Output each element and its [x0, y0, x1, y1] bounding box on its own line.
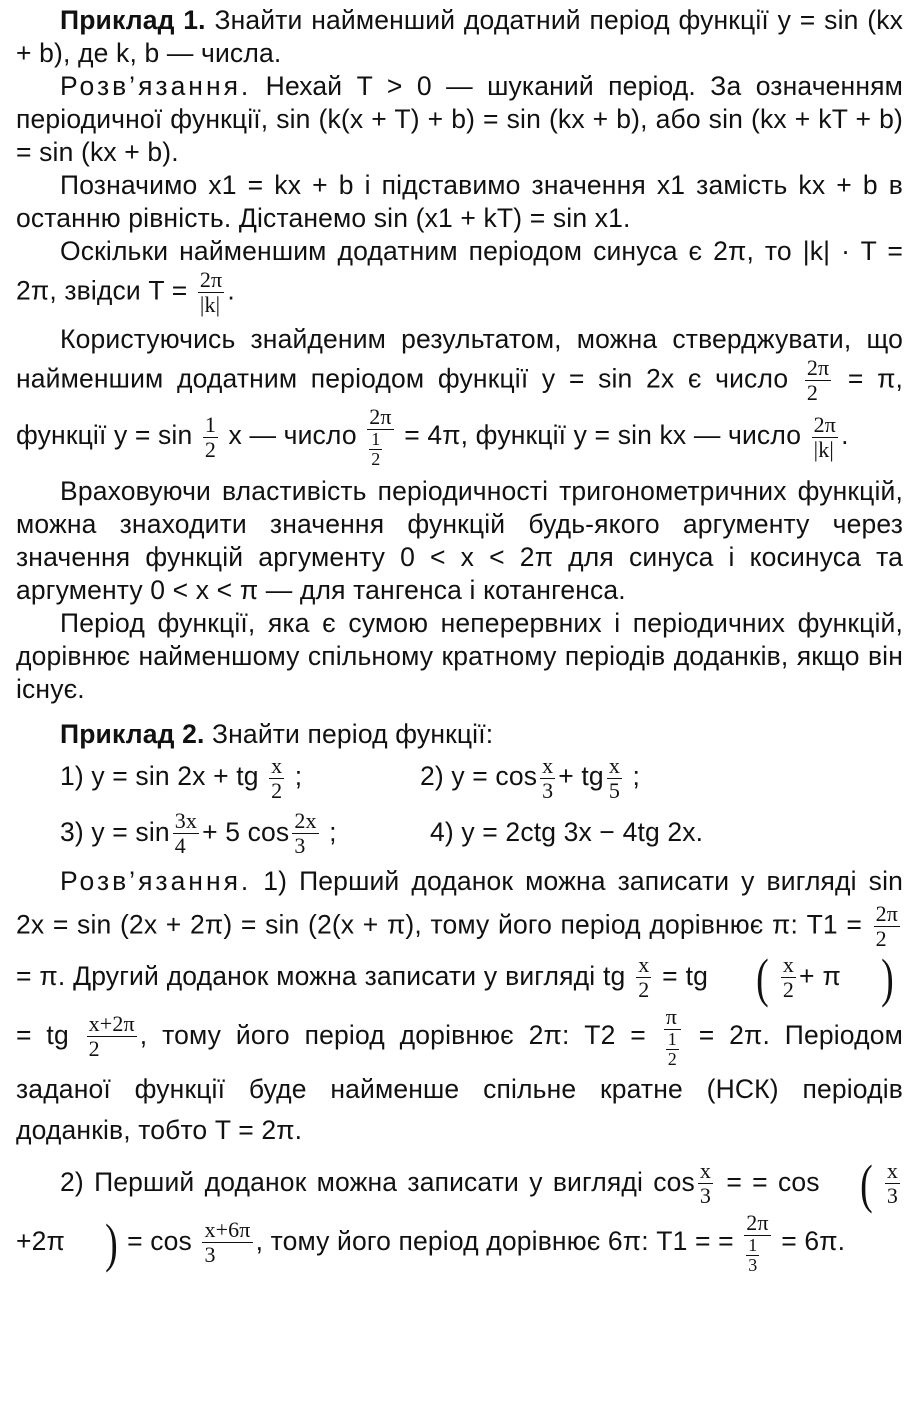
example1-sum-period: Період функції, яка є сумою неперервних і періодичних функцій, дорівнює найменшому спільному кратному періодів доданків, якщо він існує. — [16, 608, 903, 704]
example1-title: Приклад 1. — [60, 5, 206, 35]
list-item: 2) y = cos $\frac{x}{3}$ + tg $\frac{x}{5}$ ; — [420, 752, 641, 803]
list-item: 3) y = sin $\frac{3x}{4}$ + 5 cos $\frac{2x}{3}$ ; — [60, 808, 337, 858]
fraction: $\frac{x}{2}$ — [638, 952, 650, 1002]
list-item: 1) y = sin 2x + tg $\frac{x}{2}$ ; — [60, 752, 303, 803]
example1-task: Приклад 1. Знайти найменший додатний період функції y = sin (kx + b), де k, b — числа. — [16, 5, 904, 68]
fraction: $\frac{2\pi}{2}$ — [806, 355, 830, 405]
example2-items-1-2 — [16, 751, 903, 803]
compound-fraction: $\frac{\pi}{\frac{1}{2}}$ — [664, 1005, 681, 1069]
fraction: $\frac{x}{3}$ — [886, 1158, 898, 1208]
example1-substitution: Позначимо x1 = kx + b і підставимо значення x1 замість kx + b в останню рівність. Дістанемо sin (x1 + kT) = sin x1. — [16, 170, 903, 233]
example1-consequences: Користуючись знайденим результатом, можна стверджувати, що найменшим додатним періодом функції y = sin 2x є число $\frac{2\pi}{2}$ = π, функції y = sin $\frac{1}{2}$ x — число $\frac{2\pi}{\frac{1}{2}}$ = 4π, функції y = sin kx — число $\frac{2\pi}{|k|}$ . — [16, 324, 904, 469]
example1-solution: Розв’язання. Нехай T > 0 — шуканий період. За означенням періодичної функції, sin (k(x + T) + b) = sin (kx + b), або sin (kx + kT + b) = sin (kx + b). — [16, 71, 903, 167]
fraction: $\frac{x}{3}$ — [699, 1158, 712, 1208]
example2-solution-1: Розв’язання. 1) Перший доданок можна записати у вигляді sin 2x = sin (2x + 2π) = sin (2(x + π), тому його період дорівнює π: T1 = $\frac{2\pi}{2}$ = π. Другий доданок можна записати у вигляді tg $\frac{x}{2}$ = tg ( $\frac{x}{2}$ + π ) = tg $\frac{x+2\pi}{2}$ , тому його період дорівнює 2π: T2 = $\frac{\pi}{\frac{1}{2}}$ = 2π. Періодом заданої функції буде найменше спільне кратне (НСК) періодів доданків, тобто T = 2π. — [16, 865, 903, 1145]
fraction: $\frac{2\pi}{|k|}$ — [199, 267, 223, 317]
fraction: $\frac{1}{2}$ — [204, 411, 217, 462]
example2-solution-2: 2) Перший доданок можна записати у вигляді cos $\frac{x}{3}$ = = cos ( $\frac{x}{3}$ +2π ) = cos $\frac{x+6\pi}{3}$ , тому його період дорівнює 6π: T1 = = $\frac{2\pi}{\frac{1}{3}}$ = 6π. — [16, 1153, 898, 1275]
compound-fraction: $\frac{2\pi}{\frac{1}{3}}$ — [746, 1209, 769, 1275]
fraction: $\frac{x}{2}$ — [782, 952, 795, 1002]
solution-label: Розв’язання. — [60, 865, 252, 896]
example2-items-3-4 — [16, 803, 903, 861]
compound-fraction: $\frac{2\pi}{\frac{1}{2}}$ — [369, 404, 392, 469]
fraction: $\frac{2\pi}{|k|}$ — [813, 411, 837, 462]
solution-label: Розв’язання. — [60, 71, 252, 101]
example1-period-result: Оскільки найменшим додатним періодом синуса є 2π, то |k| · T = 2π, звідси T = $\frac{2\pi}{|k|}$ . — [16, 236, 903, 317]
fraction: $\frac{2\pi}{2}$ — [875, 900, 898, 951]
example2-title: Приклад 2. — [60, 719, 205, 749]
example2-task: Приклад 2. Знайти період функції: — [60, 719, 494, 749]
fraction: $\frac{x+6\pi}{3}$ — [204, 1217, 251, 1267]
list-item: 4) y = 2ctg 3x − 4tg 2x. — [430, 816, 704, 847]
fraction: $\frac{x+2\pi}{2}$ — [88, 1011, 135, 1061]
example1-property: Враховуючи властивість періодичності тригонометричних функцій, можна знаходити значення функцій будь-якого аргументу через значення функцій аргументу 0 < x < 2π для синуса і косинуса та аргументу 0 < x < π — для тангенса і котангенса. — [16, 476, 903, 605]
